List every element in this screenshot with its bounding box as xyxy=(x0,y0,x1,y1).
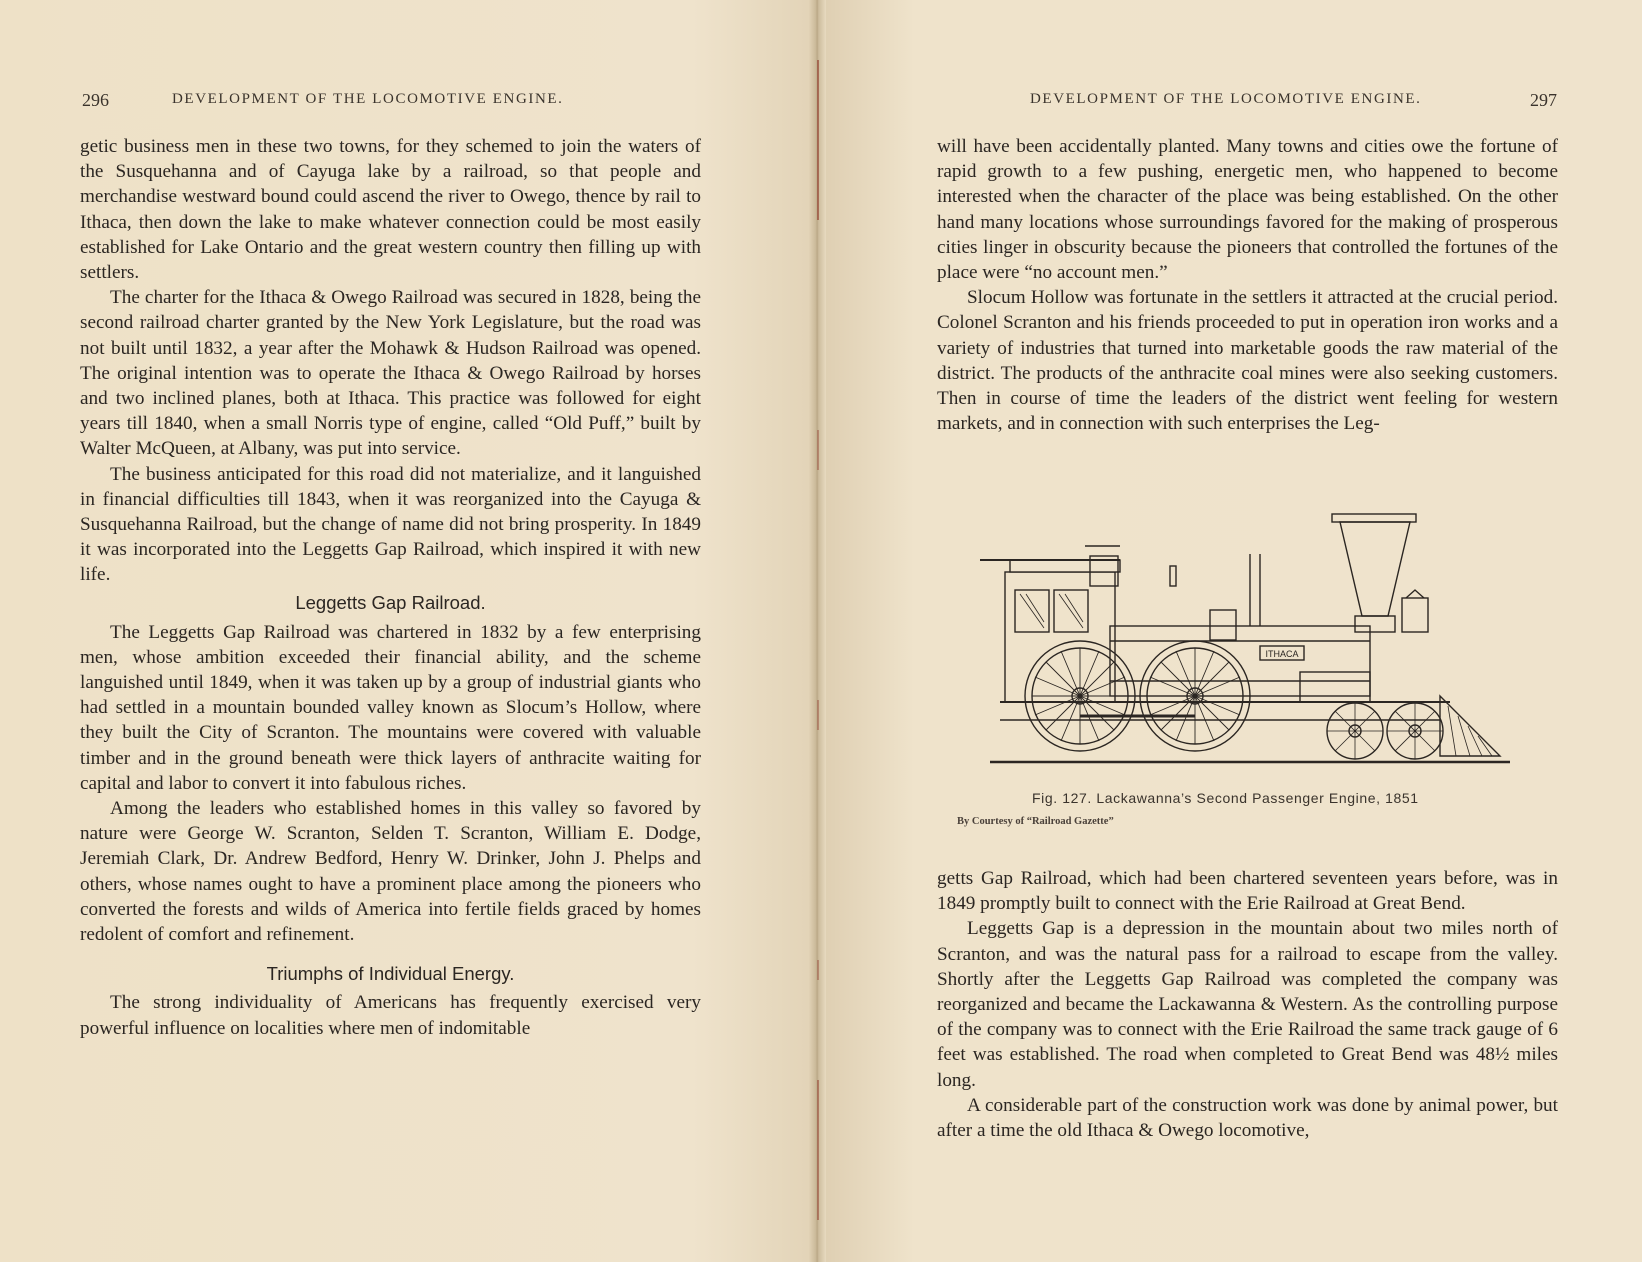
right-text-column-bottom xyxy=(937,866,1558,1143)
binding-thread xyxy=(817,1080,819,1220)
paragraph: Among the leaders who established homes in this valley so favored by nature were George W. Scranton, Selden T. Scranton, William E. Dodge, Jeremiah Clark, Dr. Andrew Bedford, Henry W. Drinker, John J. Phelps and others, whose names ought to have a prominent place among the pioneers who converted the forests and wilds of America into fertile fields graced by homes redolent of comfort and refinement. xyxy=(80,798,701,946)
paragraph: The Leggetts Gap Railroad was chartered in 1832 by a few enterprising men, whose ambition exceeded their financial ability, and the scheme languished until 1849, when it was taken up by a group of industrial giants who had settled in a mountain bounded valley known as Slocum’s Hollow, where they built the City of Scranton. The mountains were covered with valuable timber and in the ground beneath were thick layers of anthracite waiting for capital and labor to convert it into fabulous riches. xyxy=(80,621,701,794)
paragraph: Slocum Hollow was fortunate in the settlers it attracted at the crucial period. Colonel Scranton and his friends proceeded to put in operation iron works and a variety of industries that turned into marketable goods the raw material of the district. The products of the anthracite coal mines were also seeking customers. Then in course of time the leaders of the district went feeling for western markets, and in connection with such enterprises the Leg- xyxy=(937,287,1558,435)
left-page-number: 296 xyxy=(82,90,109,110)
paragraph: getts Gap Railroad, which had been chartered seventeen years before, was in 1849 promptly built to connect with the Erie Railroad at Great Bend. xyxy=(937,868,1558,915)
figure-credit: By Courtesy of “Railroad Gazette” xyxy=(957,816,1114,827)
engine-nameplate: ITHACA xyxy=(1265,649,1299,659)
right-running-head: DEVELOPMENT OF THE LOCOMOTIVE ENGINE. xyxy=(1030,91,1422,107)
locomotive-engraving xyxy=(970,506,1510,776)
section-heading: Triumphs of Individual Energy. xyxy=(266,963,515,985)
binding-thread xyxy=(817,60,819,220)
paragraph: The strong individuality of Americans has frequently exercised very powerful influence on localities where men of indomitable xyxy=(80,992,701,1039)
left-text-column xyxy=(80,134,701,1041)
binding-thread xyxy=(817,960,819,980)
right-page-number: 297 xyxy=(1530,90,1557,110)
paragraph: The charter for the Ithaca & Owego Railroad was secured in 1828, being the second railroad charter granted by the New York Legislature, but the road was not built until 1832, a year after the Mohawk & Hudson Railroad was opened. The original intention was to operate the Ithaca & Owego Railroad by horses and two inclined planes, both at Ithaca. This practice was followed for eight years till 1840, when a small Norris type of engine, called “Old Puff,” built by Walter McQueen, at Albany, was put into service. xyxy=(80,287,701,460)
figure-caption: Fig. 127. Lackawanna’s Second Passenger Engine, 1851 xyxy=(1032,790,1419,806)
paragraph: will have been accidentally planted. Many towns and cities owe the fortune of rapid growth to a few pushing, energetic men, who happened to become interested when the character of the place was being established. On the other hand many locations whose surroundings favored for the making of prosperous cities linger in obscurity because the pioneers that controlled the fortunes of the place were “no account men.” xyxy=(937,136,1558,284)
right-text-column-top xyxy=(937,134,1558,436)
paragraph: A considerable part of the construction work was done by animal power, but after a time the old Ithaca & Owego locomotive, xyxy=(937,1094,1558,1142)
paragraph: getic business men in these two towns, for they schemed to join the waters of the Susquehanna and of Cayuga lake by a railroad, so that people and merchandise westward bound could ascend the river to Owego, thence by rail to Ithaca, then down the lake to make whatever connection could be most easily established for Lake Ontario and the great western country then filling up with settlers. xyxy=(80,136,701,284)
binding-thread xyxy=(817,430,819,470)
locomotive-figure xyxy=(970,506,1510,776)
section-heading: Leggetts Gap Railroad. xyxy=(295,591,486,613)
binding-thread xyxy=(817,700,819,730)
paragraph: Leggetts Gap is a depression in the mountain about two miles north of Scranton, and was the natural pass for a railroad to escape from the valley. Shortly after the Leggetts Gap Railroad was completed the company was reorganized and became the Lackawanna & Western. As the controlling purpose of the company was to connect with the Erie Railroad the same track gauge of 6 feet was established. The road when completed to Great Bend was 48½ miles long. xyxy=(937,918,1558,1091)
paragraph: The business anticipated for this road did not materialize, and it languished in financial difficulties till 1843, when it was reorganized into the Cayuga & Susquehanna Railroad, but the change of name did not bring prosperity. In 1849 it was incorporated into the Leggetts Gap Railroad, which inspired it with new life. xyxy=(80,463,701,586)
left-running-head: DEVELOPMENT OF THE LOCOMOTIVE ENGINE. xyxy=(172,91,564,107)
